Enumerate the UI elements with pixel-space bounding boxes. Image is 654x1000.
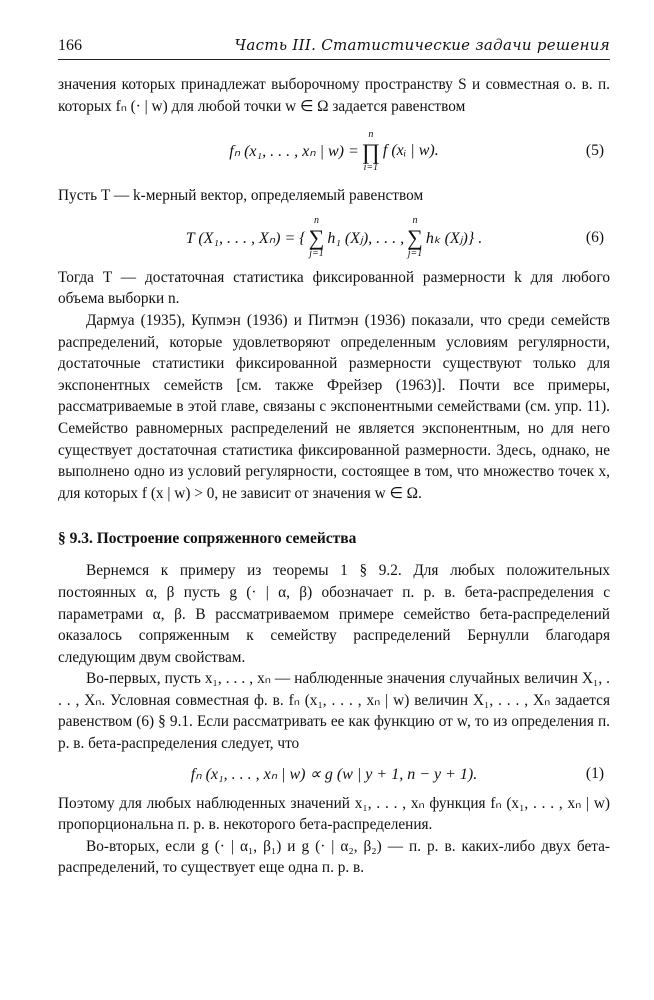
paragraph: Пусть T — k-мерный вектор, определяемый равенством [58,187,424,205]
paragraph: Во-первых, пусть x₁, . . . , xₙ — наблюденные значения случайных величин X₁, . . . , Xₙ. Условная совместная ф. в. fₙ (x₁, . . . , xₙ | w) величин X₁, . . . , Xₙ задается равенством (6) § 9.1. Если рассматривать ее как функцию от w, то из определения п. р. в. бета-распределения следует, что [58,670,610,753]
paragraph: Тогда T — достаточная статистика фиксированной размерности k для любого объема выборки n. [58,268,610,308]
equation-number: (1) [585,764,604,782]
sum-operator [309,216,325,259]
operator-upper-limit: n [368,128,374,140]
paragraph: Дармуа (1935), Купмэн (1936) и Питмэн (1936) показали, что среди семейств распределений, которые удовлетворяют определенным условиям регулярности, достаточные статистики фиксированной размерности существуют только для экспонентных семейств [см. также Фрейзер (1963)]. Почти все примеры, рассматриваемые в этой главе, связаны с экспонентными семействами (см. упр. 11). Семейство равномерных распределений не является экспонентным, но для него существует достаточная статистика фиксированной размерности. Здесь, однако, не выполнено одно из условий регулярности, состоящее в том, что множество точек x, для которых f (x | w) > 0, не зависит от значения w ∈ Ω. [58,311,610,502]
running-title: Часть III. Статистические задачи решения [234,36,610,54]
equation-term: h₁ (Xⱼ), . . . , [327,229,405,247]
sum-symbol: ∑ [308,225,325,251]
equation-rhs: f (xᵢ | w). [382,142,439,160]
operator-lower-limit: j=1 [309,248,324,260]
equation-lhs: T (X₁, . . . , Xₙ) = { [185,229,306,247]
paragraph: Вернемся к примеру из теоремы 1 § 9.2. Для любых положительных постоянных α, β пусть g (· | α, β) обозначает п. р. в. бета-распределения с параметрами α, β. В рассматриваемом примере семейство бета-распределений оказалось сопряженным к семейству распределений Бернулли благодаря следующим двум свойствам. [58,562,610,666]
section-heading: § 9.3. Построение сопряженного семейства [58,530,357,548]
operator-upper-limit: n [314,215,320,227]
equation-lhs: fₙ (x₁, . . . , xₙ | w) = [229,143,359,161]
equation-6 [58,213,610,263]
equation-1 [58,760,610,788]
operator-lower-limit: i=1 [363,161,379,173]
product-operator [362,130,380,173]
operator-lower-limit: j=1 [407,248,423,260]
equation-body: fₙ (x₁, . . . , xₙ | w) ∝ g (w | y + 1, n − y + 1). [190,765,478,783]
product-symbol: ∏ [361,138,380,164]
equation-number: (6) [585,228,604,246]
paragraph: Во-вторых, если g (· | α₁, β₁) и g (· | α₂, β₂) — п. р. в. каких-либо двух бета-распределений, то существует еще одна п. р. в. [58,837,610,877]
paragraph: Поэтому для любых наблюденных значений x₁, . . . , xₙ функция fₙ (x₁, . . . , xₙ | w) пропорциональна п. р. в. некоторого бета-распределения. [58,794,610,834]
equation-term: hₖ (Xⱼ)} . [425,229,483,247]
paragraph: значения которых принадлежат выборочному пространству S и совместная о. в. п. которых fₙ (· | w) для любой точки w ∈ Ω задается равенством [58,76,610,115]
sum-operator [407,216,423,259]
equation-number: (5) [585,142,604,160]
operator-upper-limit: n [412,215,418,227]
running-header [58,36,610,60]
page-number: 166 [58,37,82,54]
sum-symbol: ∑ [407,225,423,251]
equation-5 [58,123,610,179]
